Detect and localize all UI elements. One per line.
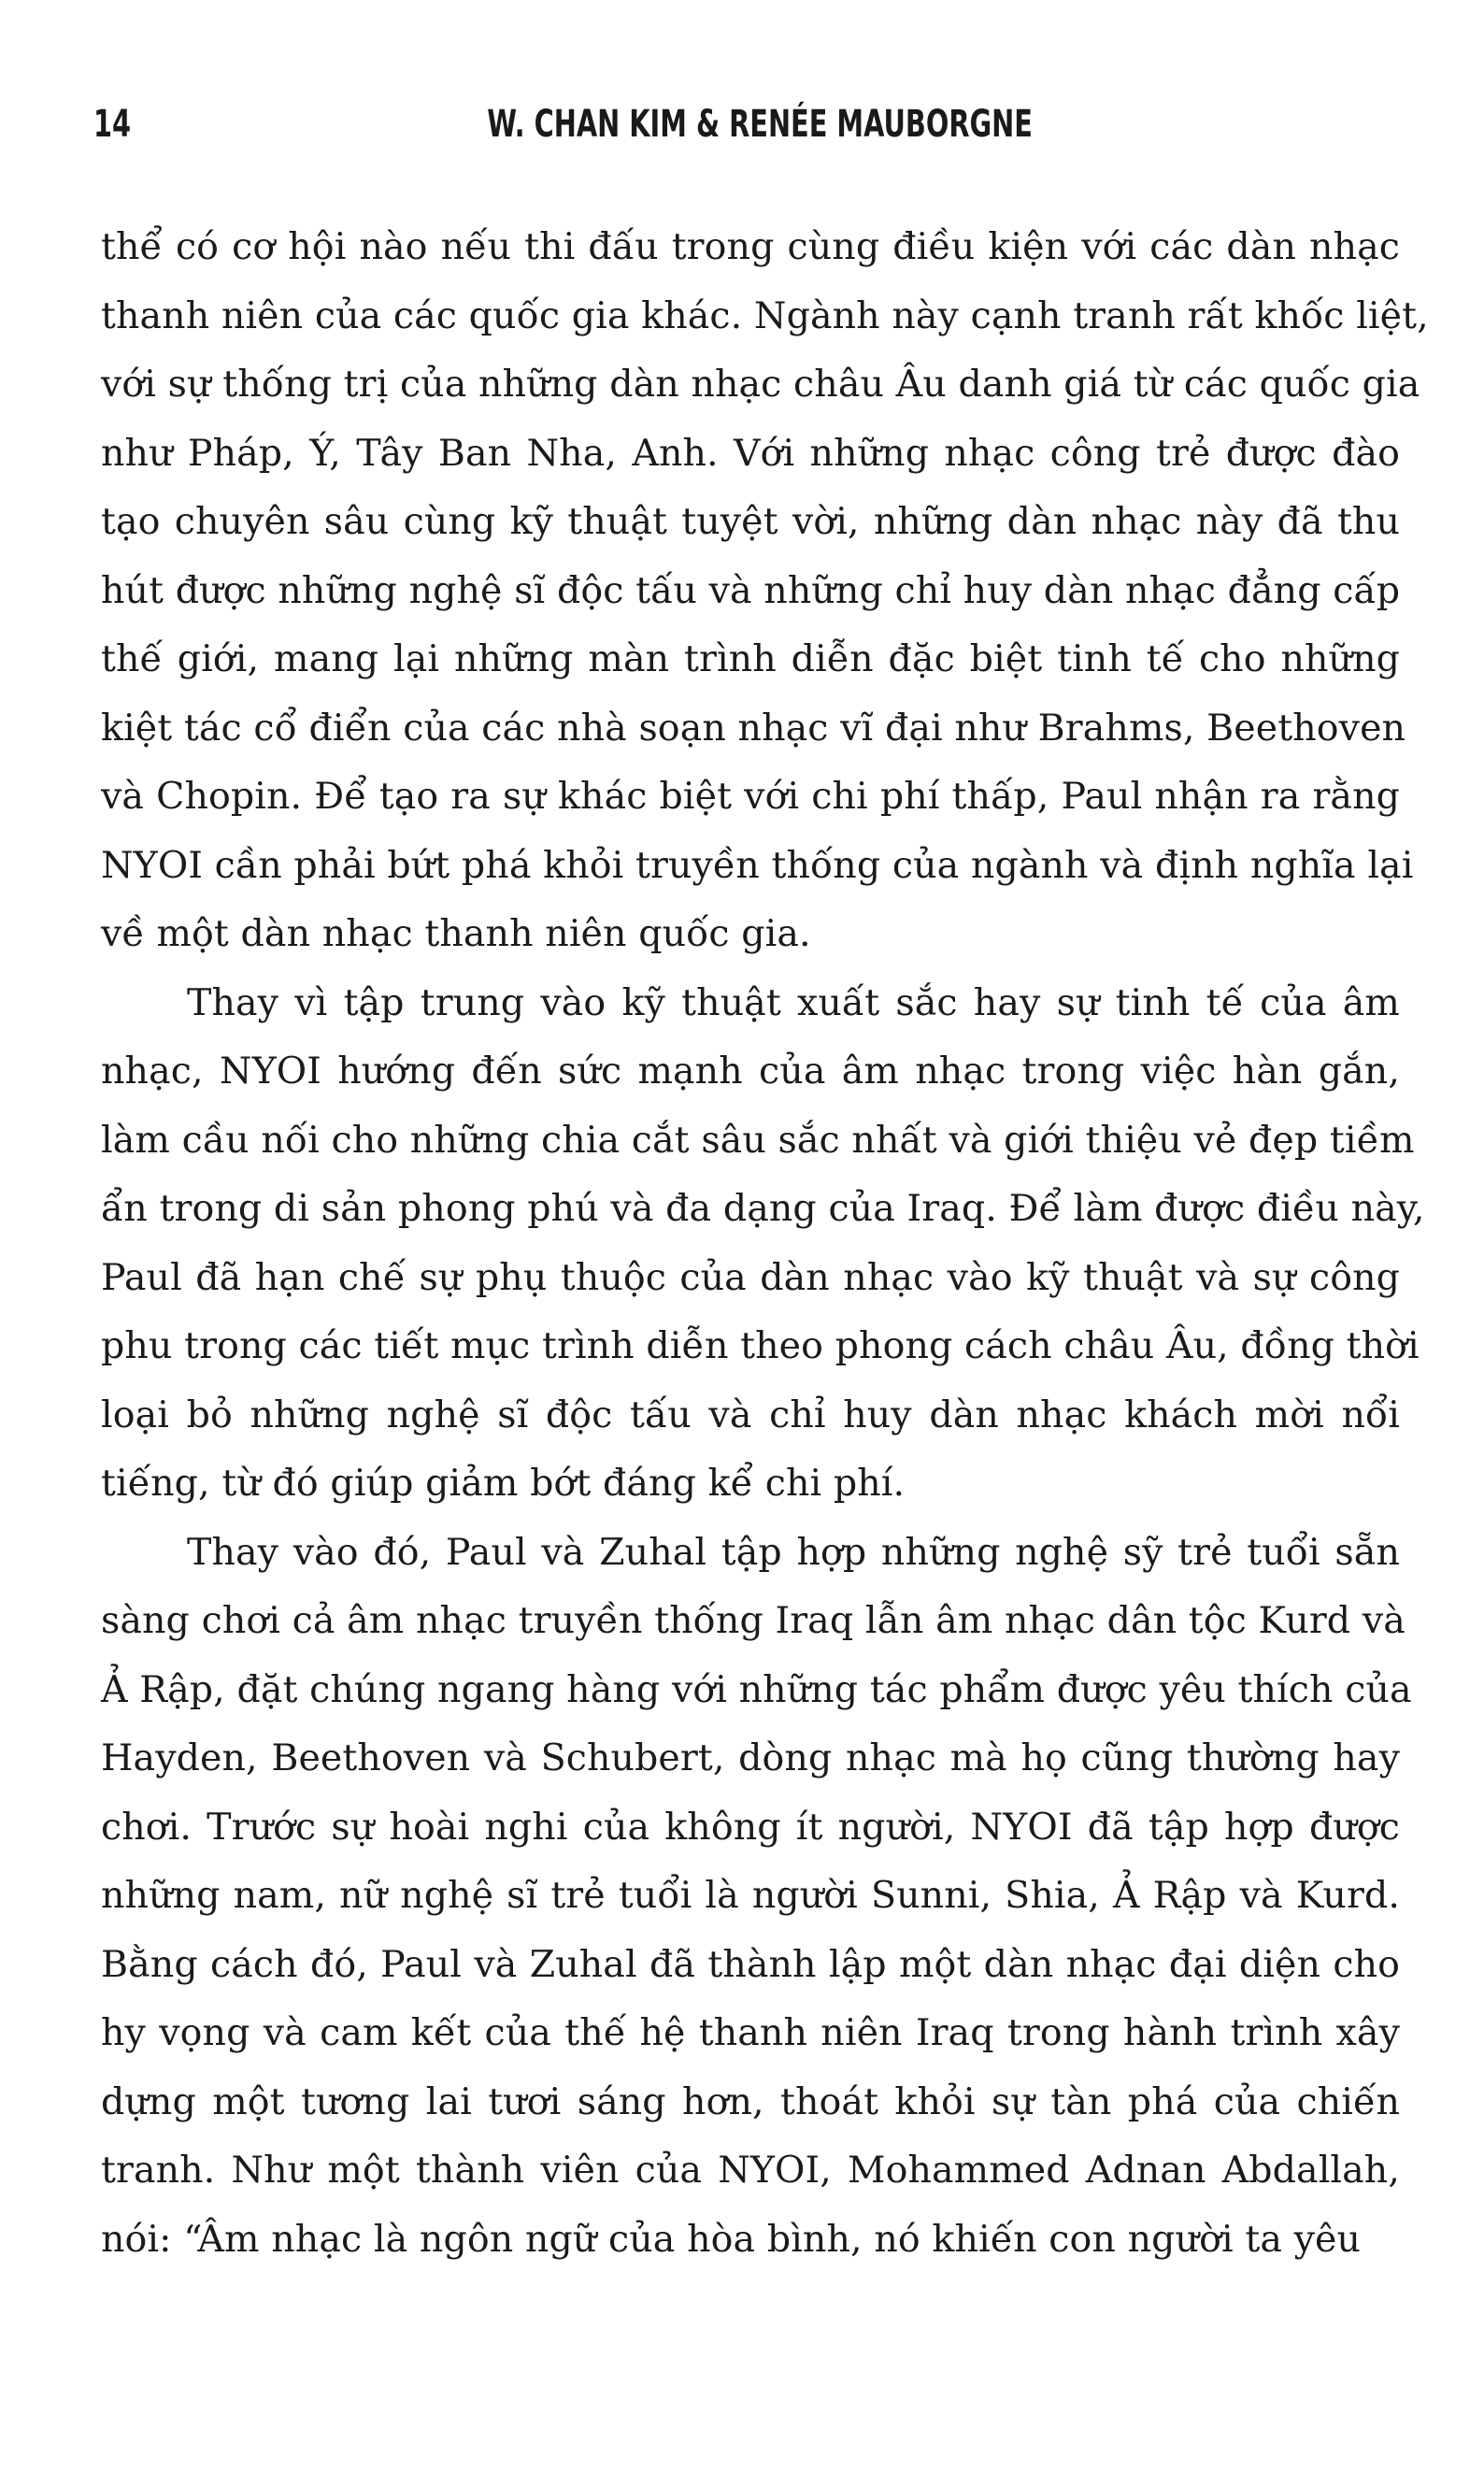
text-line: sàng chơi cả âm nhạc truyền thống Iraq lẫn âm nhạc dân tộc Kurd và (101, 1599, 1406, 1642)
text-line: Ả Rập, đặt chúng ngang hàng với những tác phẩm được yêu thích của (101, 1667, 1412, 1711)
text-line: ẩn trong di sản phong phú và đa dạng của Iraq. Để làm được điều này, (101, 1187, 1425, 1230)
text-line: những nam, nữ nghệ sĩ trẻ tuổi là người Sunni, Shia, Ả Rập và Kurd. (101, 1874, 1400, 1917)
text-line: Hayden, Beethoven và Schubert, dòng nhạc mà họ cũng thường hay (101, 1736, 1400, 1779)
text-line: thế giới, mang lại những màn trình diễn đặc biệt tinh tế cho những (101, 637, 1400, 680)
text-line: nhạc, NYOI hướng đến sức mạnh của âm nhạc trong việc hàn gắn, (101, 1050, 1400, 1093)
text-line: Thay vì tập trung vào kỹ thuật xuất sắc hay sự tinh tế của âm (187, 980, 1400, 1024)
text-line: NYOI cần phải bứt phá khỏi truyền thống của ngành và định nghĩa lại (101, 843, 1414, 887)
text-line: tranh. Như một thành viên của NYOI, Mohammed Adnan Abdallah, (101, 2149, 1400, 2192)
text-line: thể có cơ hội nào nếu thi đấu trong cùng điều kiện với các dàn nhạc (101, 225, 1400, 268)
text-line: phu trong các tiết mục trình diễn theo phong cách châu Âu, đồng thời (101, 1324, 1420, 1367)
text-line: loại bỏ những nghệ sĩ độc tấu và chỉ huy dàn nhạc khách mời nổi (101, 1393, 1400, 1436)
page-number: 14 (93, 103, 132, 146)
text-line: Paul đã hạn chế sự phụ thuộc của dàn nhạc vào kỹ thuật và sự công (101, 1255, 1400, 1299)
text-line: kiệt tác cổ điển của các nhà soạn nhạc vĩ đại như Brahms, Beethoven (101, 706, 1406, 750)
text-line: Bằng cách đó, Paul và Zuhal đã thành lập một dàn nhạc đại diện cho (101, 1942, 1400, 1986)
text-line: nói: “Âm nhạc là ngôn ngữ của hòa bình, nó khiến con người ta yêu (101, 2217, 1362, 2261)
text-line: và Chopin. Để tạo ra sự khác biệt với chi phí thấp, Paul nhận ra rằng (101, 775, 1400, 818)
text-line: Thay vào đó, Paul và Zuhal tập hợp những nghệ sỹ trẻ tuổi sẵn (187, 1530, 1400, 1574)
body-text (101, 213, 1429, 2274)
text-line: tiếng, từ đó giúp giảm bớt đáng kể chi phí. (101, 1462, 906, 1505)
text-line: hút được những nghệ sĩ độc tấu và những chỉ huy dàn nhạc đẳng cấp (101, 568, 1401, 612)
text-line: chơi. Trước sự hoài nghi của không ít người, NYOI đã tập hợp được (101, 1805, 1400, 1849)
text-line: thanh niên của các quốc gia khác. Ngành này cạnh tranh rất khốc liệt, (101, 293, 1429, 337)
text-line: làm cầu nối cho những chia cắt sâu sắc nhất và giới thiệu vẻ đẹp tiềm (101, 1118, 1415, 1162)
text-line: hy vọng và cam kết của thế hệ thanh niên Iraq trong hành trình xây (101, 2011, 1400, 2054)
page-header (93, 103, 1033, 159)
text-line: về một dàn nhạc thanh niên quốc gia. (101, 912, 811, 955)
paragraph (101, 969, 1425, 1519)
paragraph (101, 213, 1429, 969)
text-line: dựng một tương lai tươi sáng hơn, thoát khỏi sự tàn phá của chiến (101, 2079, 1400, 2123)
paragraph (101, 1519, 1412, 2275)
running-head: W. CHAN KIM & RENÉE MAUBORGNE (487, 103, 1033, 146)
text-line: tạo chuyên sâu cùng kỹ thuật tuyệt vời, những dàn nhạc này đã thu (101, 500, 1400, 543)
text-line: với sự thống trị của những dàn nhạc châu Âu danh giá từ các quốc gia (101, 363, 1420, 406)
text-line: như Pháp, Ý, Tây Ban Nha, Anh. Với những nhạc công trẻ được đào (101, 431, 1400, 475)
